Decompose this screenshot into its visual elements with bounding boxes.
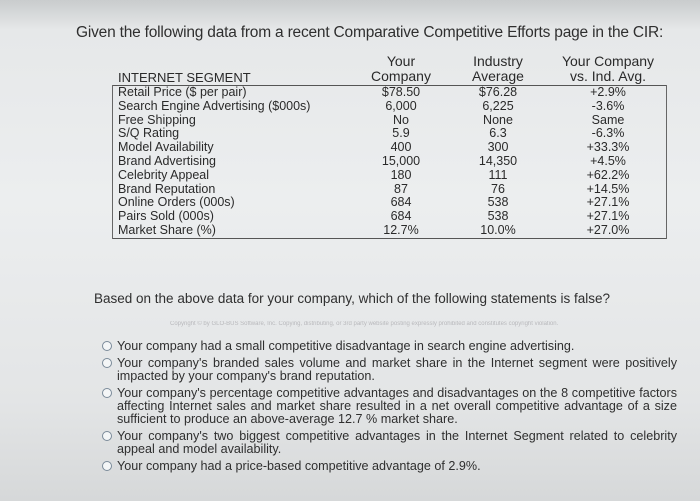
row-label: Search Engine Advertising ($000s) [118,98,311,113]
industry-value: 10.0% [480,222,516,237]
company-value: 180 [390,167,412,182]
industry-value: 6.3 [489,126,507,141]
table-row [112,114,667,128]
vs-avg-value: +27.1% [586,209,630,224]
table-row [112,127,667,141]
company-value: 6,000 [385,98,417,113]
table-row [112,100,667,114]
company-value: 5.9 [392,126,410,141]
vs-avg-value: Same [591,112,625,127]
table-row [112,155,667,169]
row-label: Market Share (%) [118,222,216,237]
answer-option-text: Your company had a small competitive disadvantage in search engine advertising. [117,339,575,353]
table-row [112,183,667,197]
radio-button[interactable] [102,461,112,471]
vs-avg-value: +2.9% [590,85,626,99]
radio-button[interactable] [102,388,112,398]
answer-option[interactable] [102,430,677,456]
industry-value: $76.28 [478,85,518,99]
vs-avg-value: -6.3% [591,126,625,141]
radio-button[interactable] [102,358,112,368]
answer-option-text: Your company's two biggest competitive advantages in the Internet Segment related to celebrity appeal and model availability. [117,429,677,456]
question-text: Based on the above data for your company, which of the following statements is false? [94,291,611,306]
vs-avg-value: +4.5% [590,153,626,168]
page-title: Given the following data from a recent Comparative Competitive Efforts page in the CIR: [76,24,664,41]
copyright-notice: Copyright © by GLO-BUS Software, Inc. Copying, distributing, or 3rd party website posting expressly prohibited and constitutes copyright violation. [170,321,559,327]
radio-button[interactable] [102,341,112,351]
vs-avg-value: +14.5% [586,181,630,196]
industry-value: 76 [491,181,505,196]
vs-avg-value: +27.0% [586,222,630,237]
industry-value: 14,350 [478,153,518,168]
row-label: Free Shipping [118,112,196,127]
row-label: Pairs Sold (000s) [118,209,214,224]
header-industry-average: Industry Average [472,53,524,84]
answer-options [102,340,677,477]
answer-option[interactable] [102,387,677,426]
company-value: $78.50 [381,85,421,99]
answer-option-text: Your company's branded sales volume and market share in the Internet segment were positively impacted by your company's brand reputation. [117,356,677,383]
company-value: 684 [390,209,412,224]
header-segment: INTERNET SEGMENT [118,70,251,85]
answer-option-text: Your company had a price-based competitive advantage of 2.9%. [117,459,481,473]
answer-option[interactable] [102,340,677,353]
vs-avg-value: +27.1% [586,195,630,210]
header-vs-avg: Your Company vs. Ind. Avg. [561,53,655,84]
industry-value: None [483,112,513,127]
industry-value: 300 [487,140,509,155]
industry-value: 6,225 [482,98,514,113]
answer-option[interactable] [102,357,677,383]
row-label: Brand Reputation [118,181,216,196]
table-row [112,224,667,238]
company-value: 15,000 [381,153,421,168]
company-value: 684 [390,195,412,210]
table-row [112,141,667,155]
company-value: 87 [394,181,408,196]
row-label: Celebrity Appeal [118,167,210,182]
vs-avg-value: -3.6% [591,98,625,113]
company-value: 12.7% [383,222,419,237]
table-row [112,169,667,183]
header-your-company: Your Company [371,53,431,84]
table-body [112,86,667,239]
comparison-table [112,54,667,239]
vs-avg-value: +62.2% [586,167,630,182]
row-label: Model Availability [118,140,214,155]
row-label: Retail Price ($ per pair) [118,85,247,99]
company-value: No [393,112,409,127]
answer-option-text: Your company's percentage competitive advantages and disadvantages on the 8 competitive factors affecting Internet sales and market share resulted in a net overall competitive advantage of a size sufficient to produce an above-average 12.7 % market share. [117,386,677,426]
table-row [112,210,667,224]
radio-button[interactable] [102,431,112,441]
vs-avg-value: +33.3% [586,140,630,155]
table-row [112,86,667,100]
table-header [112,54,667,86]
answer-option[interactable] [102,460,677,473]
company-value: 400 [390,140,412,155]
industry-value: 538 [487,209,509,224]
row-label: Online Orders (000s) [118,195,235,210]
table-row [112,196,667,210]
industry-value: 538 [487,195,509,210]
row-label: S/Q Rating [118,126,180,141]
row-label: Brand Advertising [118,153,216,168]
industry-value: 111 [488,167,508,182]
